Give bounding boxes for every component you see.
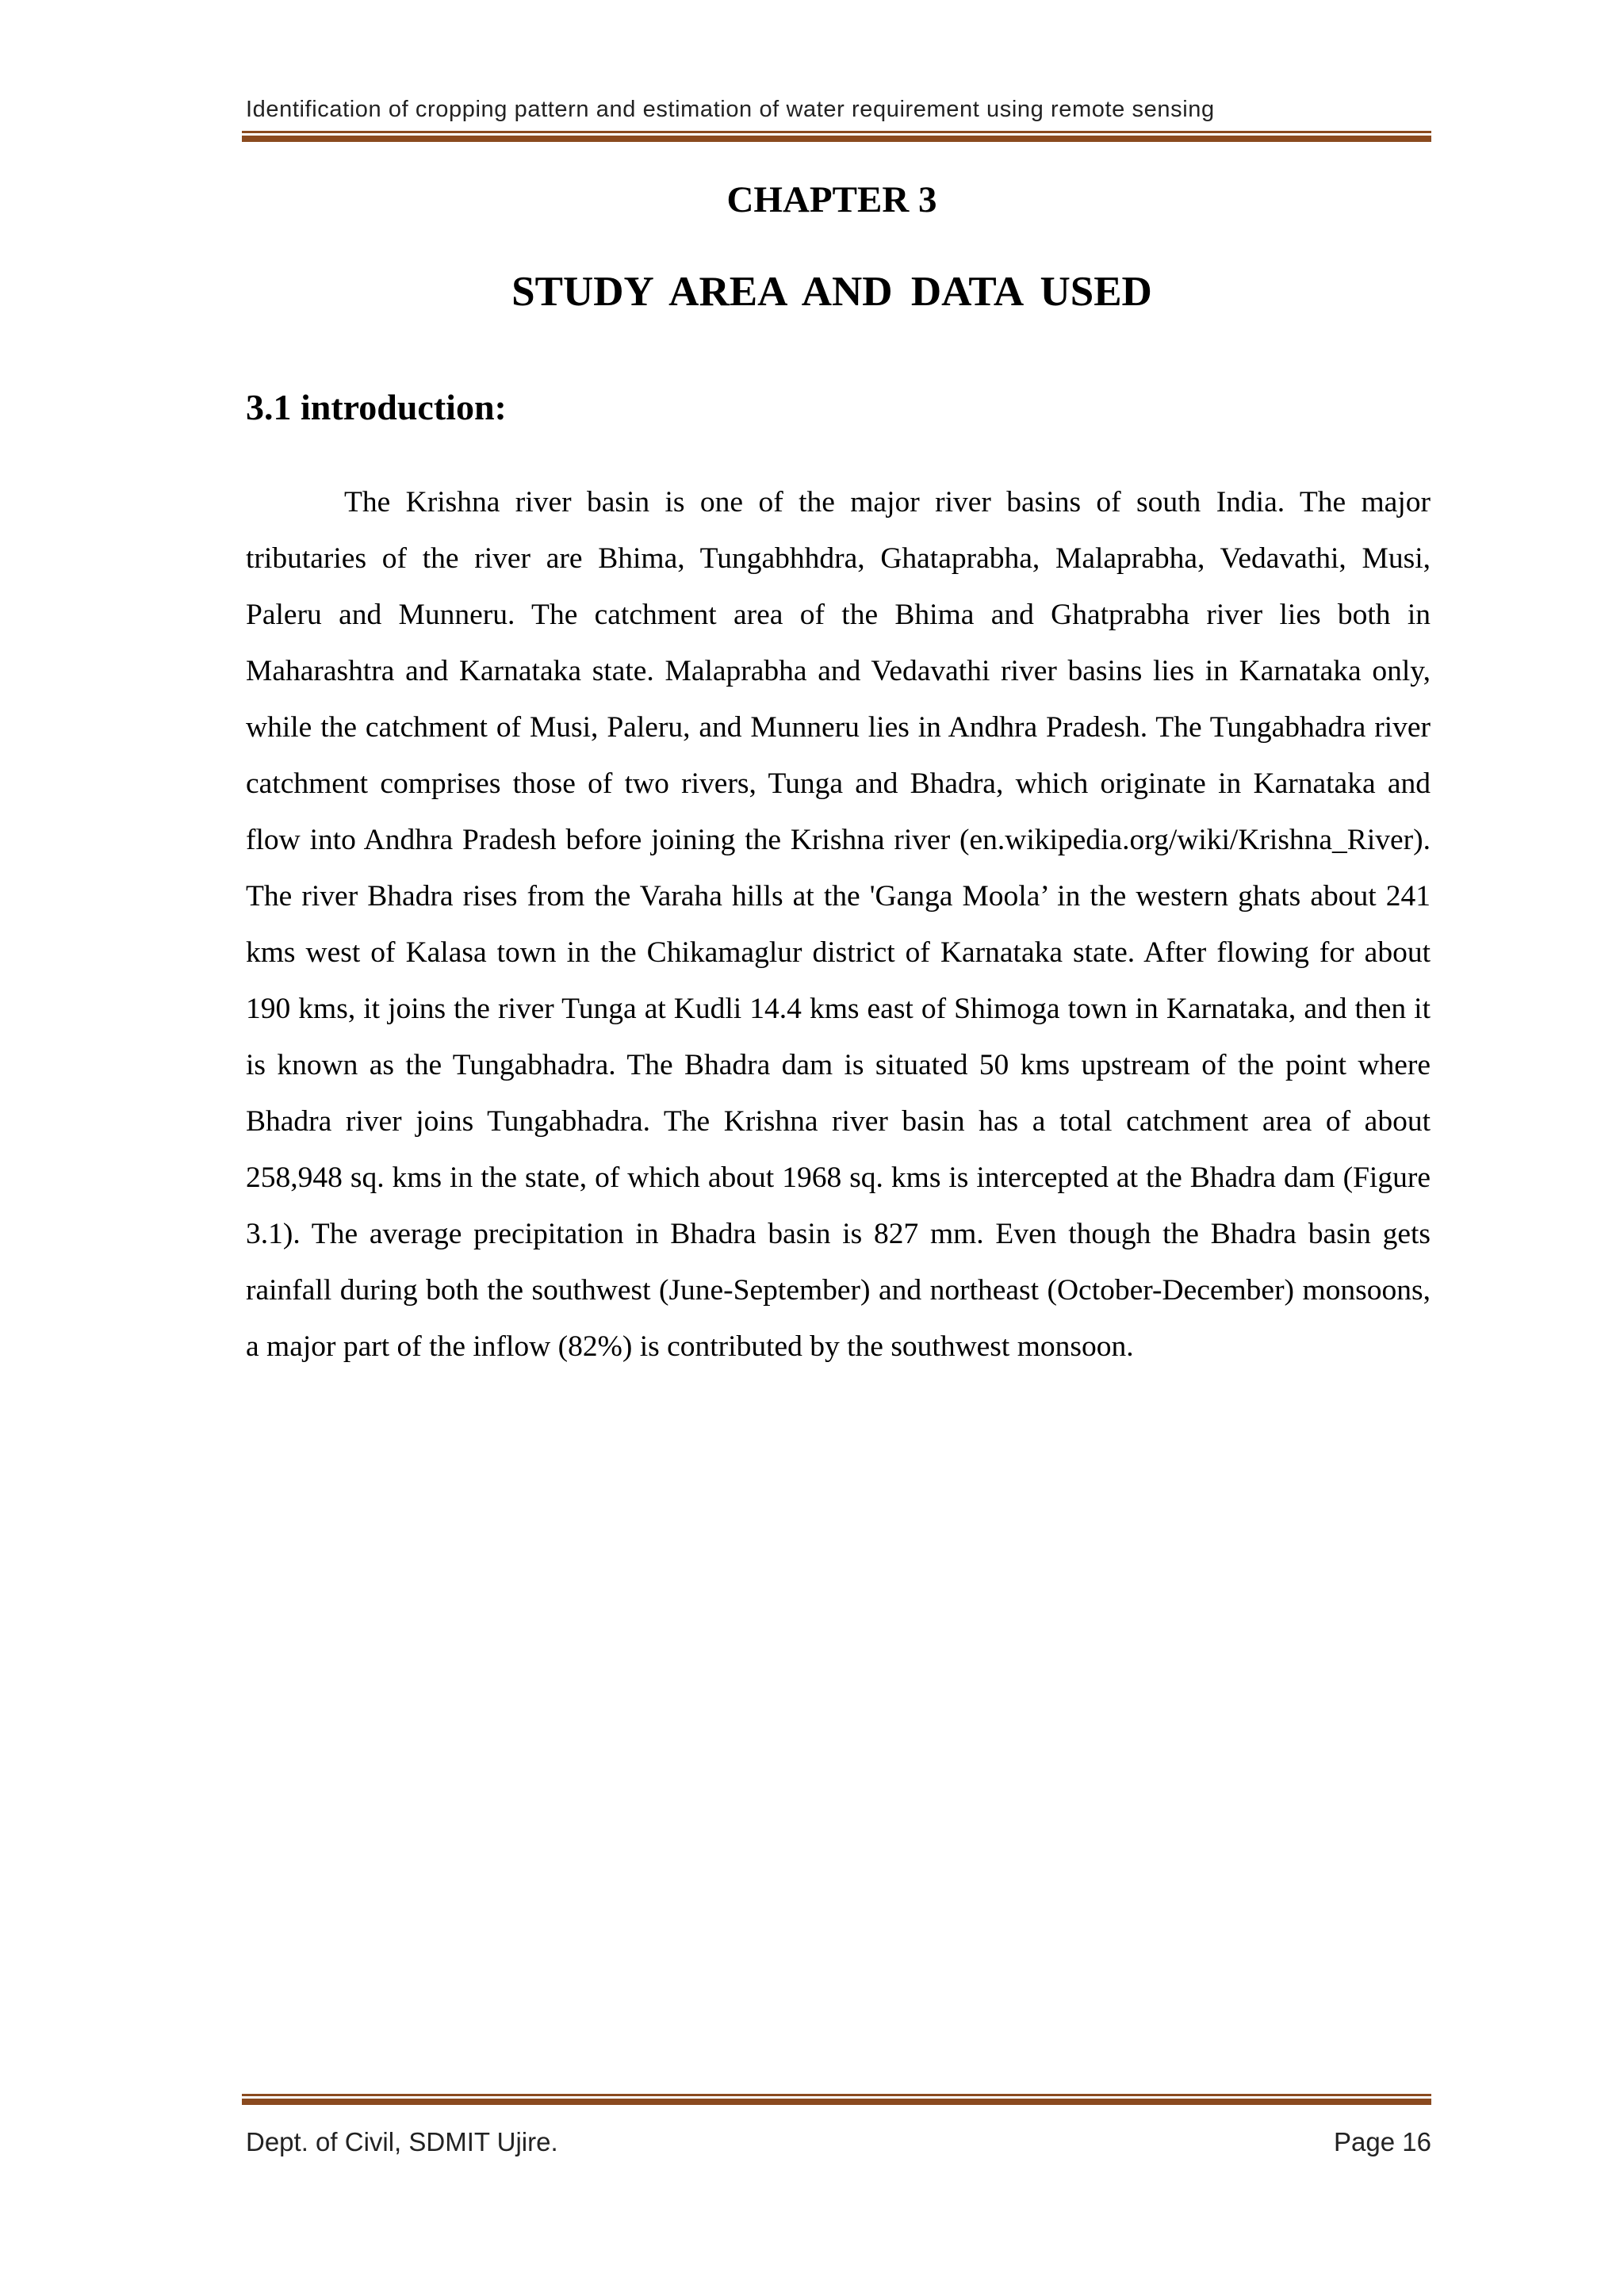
footer-department: Dept. of Civil, SDMIT Ujire.: [246, 2127, 558, 2156]
footer-page-number: Page 16: [1334, 2127, 1431, 2156]
footer-rule: [242, 2094, 1431, 2105]
header-rule-thick-line: [242, 136, 1431, 142]
chapter-label: CHAPTER 3: [726, 179, 937, 220]
section-heading: 3.1 introduction:: [246, 387, 507, 427]
body-paragraph: The Krishna river basin is one of the major river basins of south India. The major tributaries of the river are Bhima, Tungabhhdra, Ghataprabha, Malaprabha, Vedavathi, Musi, Paleru and Munneru. The catchment area of the Bhima and Ghatprabha river lies both in Maharashtra and Karnataka state. Malaprabha and Vedavathi river basins lies in Karnataka only, while the catchment of Musi, Paleru, and Munneru lies in Andhra Pradesh. The Tungabhadra river catchment comprises those of two rivers, Tunga and Bhadra, which originate in Karnataka and flow into Andhra Pradesh before joining the Krishna river (en.wikipedia.org/wiki/Krishna_River). The river Bhadra rises from the Varaha hills at the 'Ganga Moola’ in the western ghats about 241 kms west of Kalasa town in the Chikamaglur district of Karnataka state. After flowing for about 190 kms, it joins the river Tunga at Kudli 14.4 kms east of Shimoga town in Karnataka, and then it is known as the Tungabhadra. The Bhadra dam is situated 50 kms upstream of the point where Bhadra river joins Tungabhadra. The Krishna river basin has a total catchment area of about 258,948 sq. kms in the state, of which about 1968 sq. kms is intercepted at the Bhadra dam (Figure 3.1). The average precipitation in Bhadra basin is 827 mm. Even though the Bhadra basin gets rainfall during both the southwest (June-September) and northeast (October-December) monsoons, a major part of the inflow (82%) is contributed by the southwest monsoon.: [246, 486, 1431, 1363]
footer-rule-thick-line: [242, 2099, 1431, 2105]
header-rule: [242, 131, 1431, 142]
running-header-title: Identification of cropping pattern and estimation of water requirement using remote sensing: [246, 97, 1215, 122]
chapter-title: STUDY AREA AND DATA USED: [511, 269, 1152, 315]
